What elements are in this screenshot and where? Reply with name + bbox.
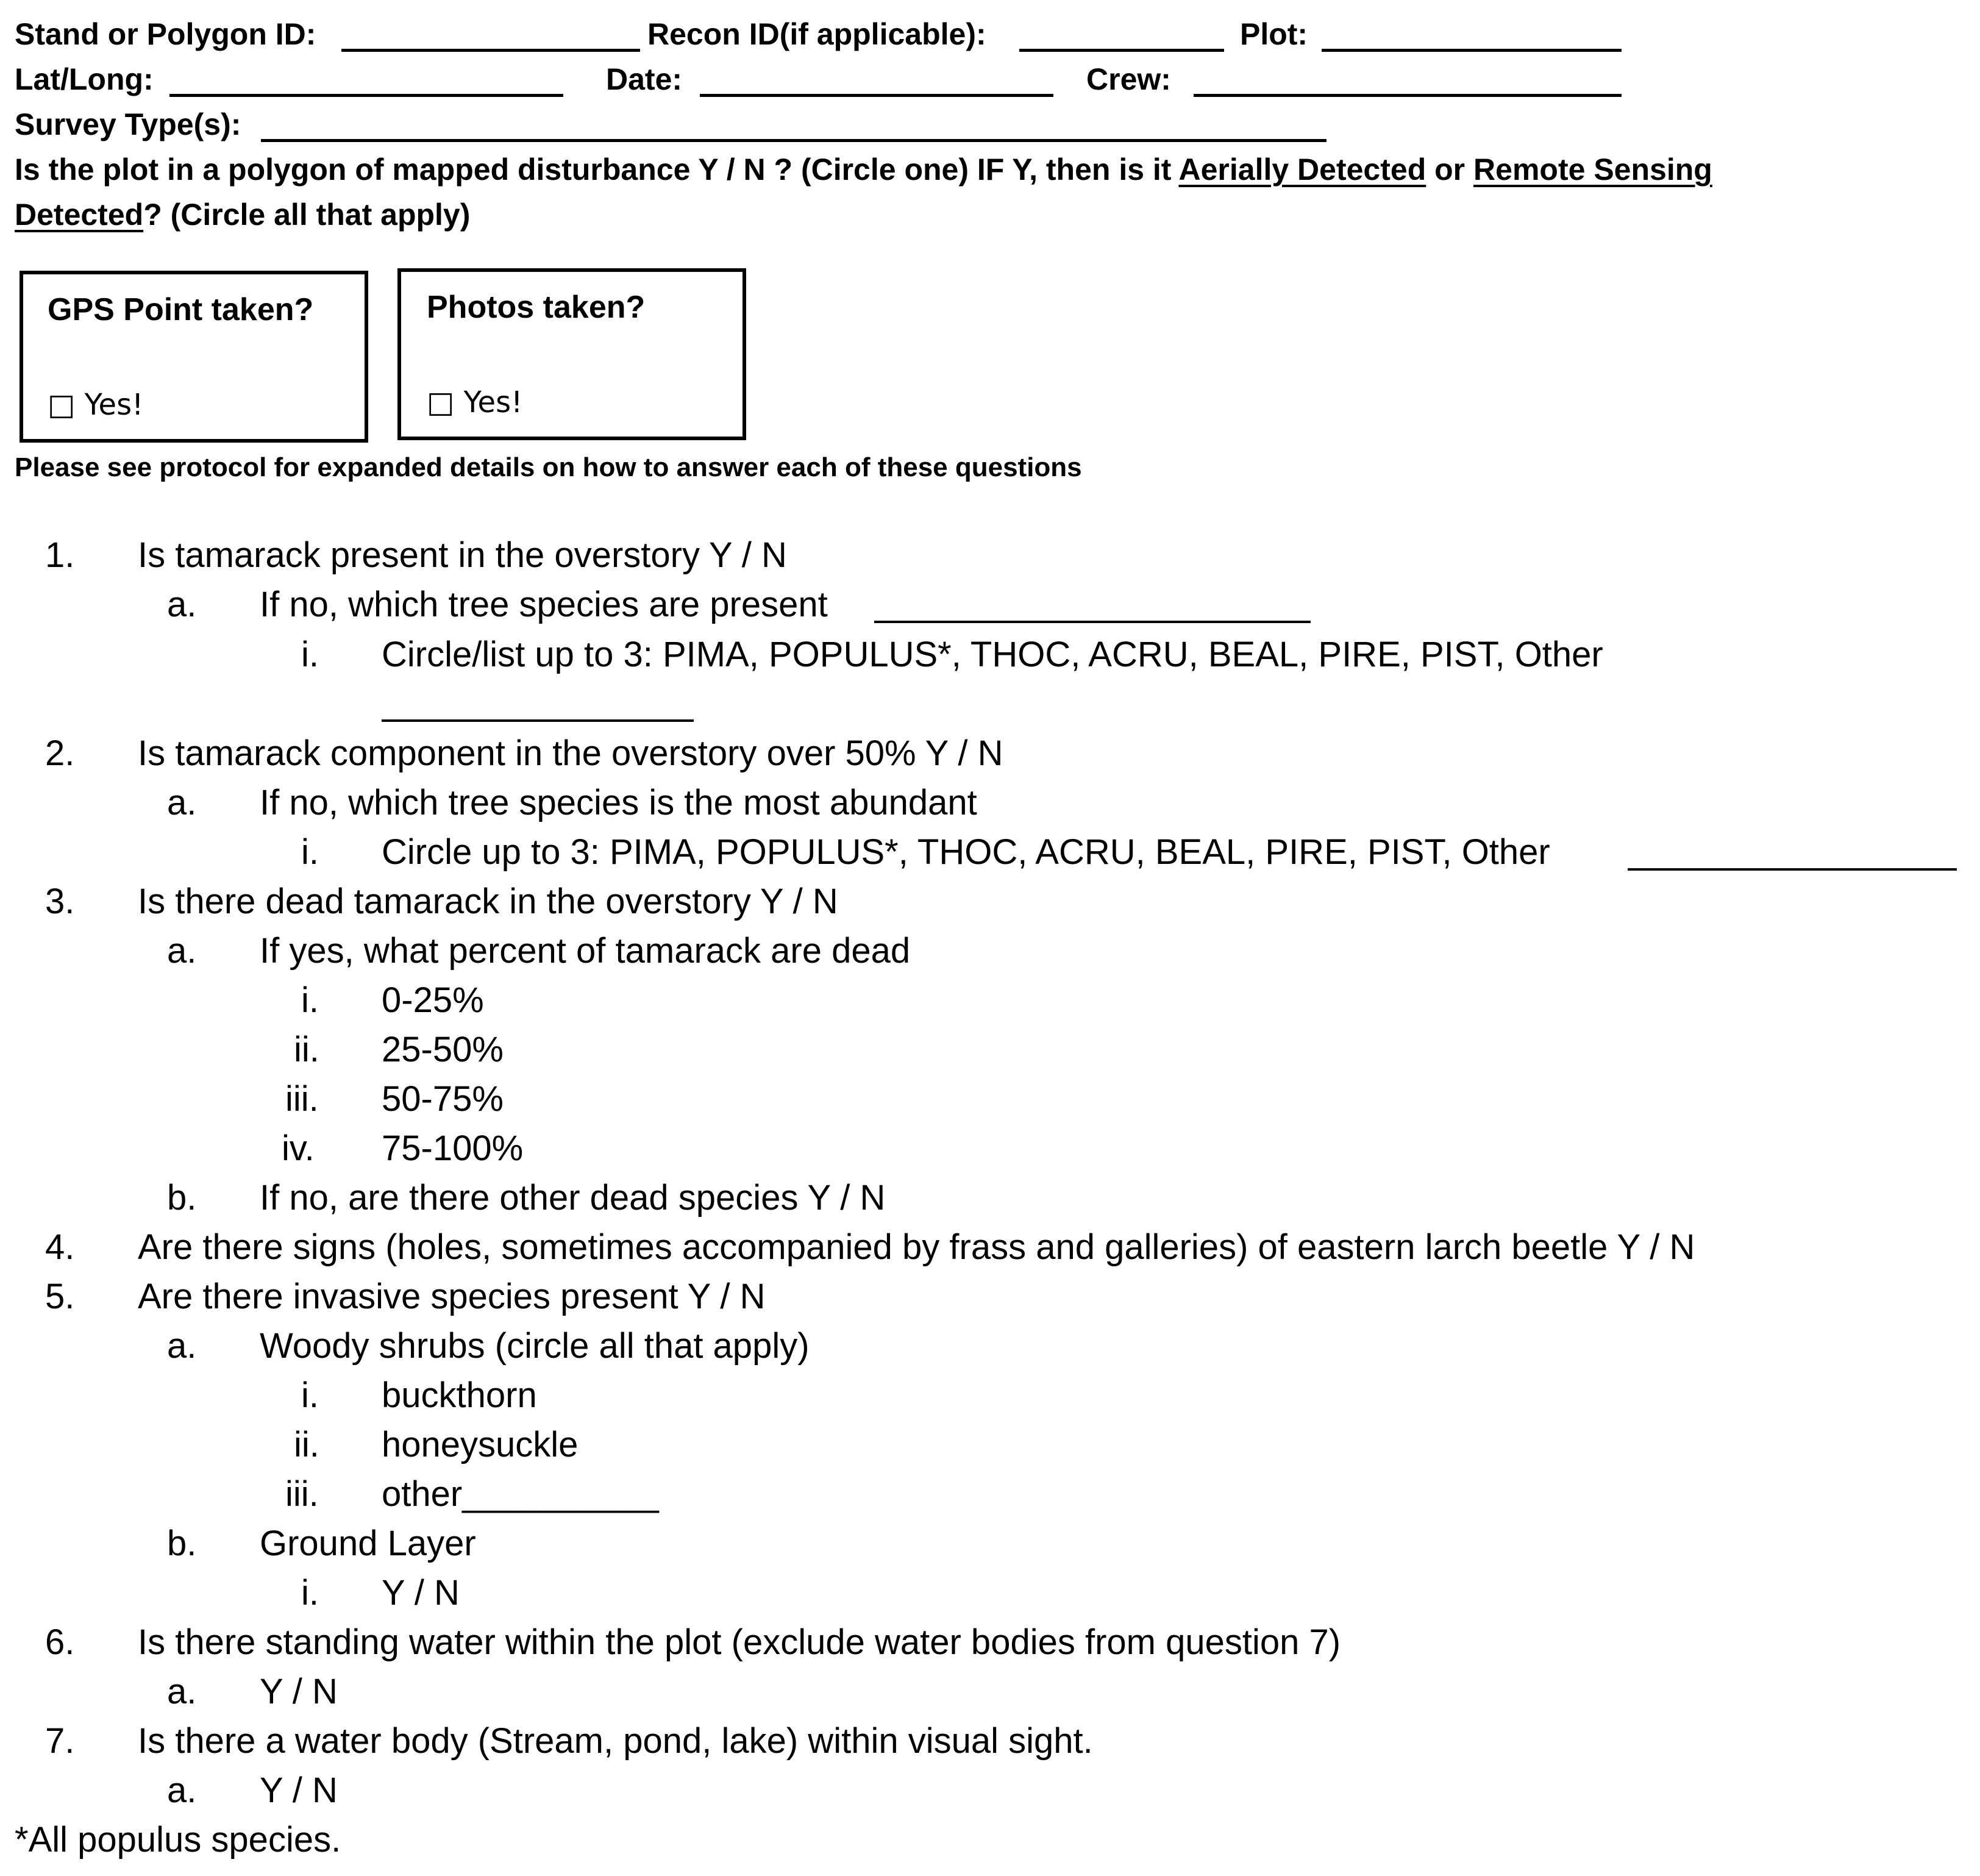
question-1: Is tamarack present in the overstory Y / N <box>138 535 787 575</box>
footnote: *All populus species. <box>15 1820 341 1860</box>
plot-field[interactable] <box>1322 49 1622 52</box>
photos-title: Photos taken? <box>427 290 646 325</box>
question-6a-yn[interactable]: Y / N <box>260 1672 338 1711</box>
polygon-question-continued <box>15 196 470 233</box>
list-number: ii. <box>294 1425 319 1464</box>
option-buckthorn[interactable]: buckthorn <box>382 1375 537 1415</box>
question-1a-i: Circle/list up to 3: PIMA, POPULUS*, THOC, ACRU, BEAL, PIRE, PIST, Other <box>382 635 1603 674</box>
option-75-100[interactable]: 75-100% <box>382 1129 524 1168</box>
list-number: ii. <box>294 1030 319 1069</box>
recon-id-field[interactable] <box>1019 49 1224 52</box>
polygon-question <box>15 151 1712 188</box>
remote-sensing-option-continued[interactable]: Detected <box>15 198 144 232</box>
list-number: 4. <box>45 1227 75 1267</box>
date-label: Date: <box>606 62 683 96</box>
list-number: i. <box>301 832 319 872</box>
list-number: iv. <box>282 1129 315 1168</box>
question-3: Is there dead tamarack in the overstory Y / N <box>138 882 838 921</box>
option-50-75[interactable]: 50-75% <box>382 1079 504 1119</box>
crew-label: Crew: <box>1086 62 1171 96</box>
list-number: i. <box>301 1573 319 1613</box>
list-number: b. <box>167 1524 197 1563</box>
question-3b: If no, are there other dead species Y / N <box>260 1178 886 1218</box>
polygon-question-text: Is the plot in a polygon of mapped disturbance Y / N ? (Circle one) IF Y, then is it <box>15 152 1179 187</box>
list-number: a. <box>167 1771 197 1810</box>
question-2a-i-other-blank[interactable] <box>1628 868 1957 871</box>
option-0-25[interactable]: 0-25% <box>382 980 484 1020</box>
list-number: 3. <box>45 882 75 921</box>
or-text: or <box>1426 152 1474 187</box>
stand-id-label: Stand or Polygon ID: <box>15 17 316 51</box>
protocol-note: Please see protocol for expanded details on how to answer each of these questions <box>15 452 1082 482</box>
option-other[interactable]: other__________ <box>382 1474 659 1514</box>
question-1a-blank[interactable] <box>874 621 1311 623</box>
list-number: i. <box>301 635 319 674</box>
stand-id-field[interactable] <box>341 49 640 52</box>
question-1a: If no, which tree species are present <box>260 585 828 624</box>
photos-yes-checkbox[interactable]: □ Yes! <box>427 385 523 419</box>
list-number: i. <box>301 980 319 1020</box>
survey-type-label: Survey Type(s): <box>15 107 241 141</box>
lat-long-field[interactable] <box>169 94 563 97</box>
remote-sensing-option[interactable]: Remote Sensing <box>1473 152 1712 187</box>
list-number: i. <box>301 1375 319 1415</box>
question-1a-i-other-blank[interactable] <box>382 719 694 722</box>
list-number: iii. <box>285 1474 319 1514</box>
question-2a: If no, which tree species is the most abundant <box>260 783 977 822</box>
list-number: b. <box>167 1178 197 1218</box>
list-number: a. <box>167 585 197 624</box>
option-25-50[interactable]: 25-50% <box>382 1030 504 1069</box>
list-number: 5. <box>45 1277 75 1316</box>
question-7: Is there a water body (Stream, pond, lake) within visual sight. <box>138 1721 1093 1761</box>
gps-yes-checkbox[interactable]: □ Yes! <box>48 388 144 422</box>
list-number: a. <box>167 1672 197 1711</box>
question-5b: Ground Layer <box>260 1524 476 1563</box>
list-number: a. <box>167 783 197 822</box>
option-honeysuckle[interactable]: honeysuckle <box>382 1425 579 1464</box>
question-5b-i-yn[interactable]: Y / N <box>382 1573 460 1613</box>
list-number: 2. <box>45 733 75 773</box>
list-number: 7. <box>45 1721 75 1761</box>
list-number: 6. <box>45 1622 75 1662</box>
survey-type-field[interactable] <box>261 139 1327 142</box>
list-number: 1. <box>45 535 75 575</box>
question-2: Is tamarack component in the overstory over 50% Y / N <box>138 733 1003 773</box>
crew-field[interactable] <box>1194 94 1622 97</box>
question-2a-i: Circle up to 3: PIMA, POPULUS*, THOC, ACRU, BEAL, PIRE, PIST, Other <box>382 832 1550 872</box>
plot-label: Plot: <box>1240 17 1308 51</box>
question-5: Are there invasive species present Y / N <box>138 1277 766 1316</box>
list-number: a. <box>167 931 197 971</box>
aerially-detected-option[interactable]: Aerially Detected <box>1178 152 1426 187</box>
list-number: iii. <box>285 1079 319 1119</box>
lat-long-label: Lat/Long: <box>15 62 154 96</box>
list-number: a. <box>167 1326 197 1366</box>
gps-point-title: GPS Point taken? <box>48 292 314 327</box>
circle-all-text: ? (Circle all that apply) <box>143 198 471 232</box>
question-4: Are there signs (holes, sometimes accompanied by frass and galleries) of eastern larch beetle Y / N <box>138 1227 1695 1267</box>
question-5a: Woody shrubs (circle all that apply) <box>260 1326 810 1366</box>
question-6: Is there standing water within the plot (exclude water bodies from question 7) <box>138 1622 1341 1662</box>
date-field[interactable] <box>700 94 1053 97</box>
question-7a-yn[interactable]: Y / N <box>260 1771 338 1810</box>
question-3a: If yes, what percent of tamarack are dead <box>260 931 911 971</box>
recon-id-label: Recon ID(if applicable): <box>647 17 986 51</box>
